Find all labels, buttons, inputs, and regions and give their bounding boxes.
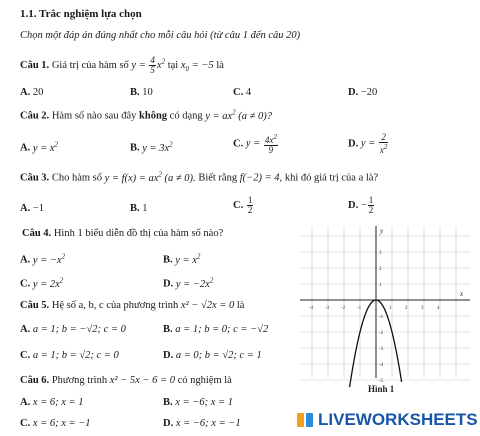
q1-option-d[interactable]: D. −20 bbox=[348, 87, 378, 98]
q2-option-c[interactable]: C. y = $\frac{4x^2}{9}$ bbox=[233, 133, 277, 155]
question-1-end: là bbox=[216, 59, 224, 71]
figure-graph bbox=[298, 224, 472, 384]
q5-option-d[interactable]: D. a = 0; b = √2; c = 1 bbox=[163, 350, 262, 361]
question-2-form: $y = ax^2$ (a ≠ 0)? bbox=[205, 108, 273, 122]
y-tick-label: 2 bbox=[379, 267, 382, 272]
question-1-func: y = $\frac{4}{5}$ $x^2$ bbox=[131, 55, 166, 75]
q4-option-b[interactable]: B. $y = x^2$ bbox=[163, 252, 201, 266]
x-tick-label: 3 bbox=[421, 306, 424, 311]
y-tick-label: -4 bbox=[379, 363, 384, 368]
y-tick-label: -3 bbox=[379, 347, 384, 352]
logo-icon bbox=[296, 411, 314, 429]
question-5-text-b: là bbox=[236, 300, 245, 311]
question-6 bbox=[20, 375, 232, 386]
question-3 bbox=[20, 170, 378, 184]
figure-caption: Hình 1 bbox=[368, 384, 395, 394]
question-2-label: Câu 2. bbox=[20, 110, 50, 122]
question-5 bbox=[20, 300, 244, 311]
question-4-text: Hình 1 biểu diễn đồ thị của hàm số nào? bbox=[53, 228, 224, 239]
q5-option-c[interactable]: C. a = 1; b = √2; c = 0 bbox=[20, 350, 119, 361]
question-2-text: Hàm số nào sau đây bbox=[51, 110, 137, 122]
q6-option-a[interactable]: A. x = 6; x = 1 bbox=[20, 397, 84, 408]
question-1 bbox=[20, 56, 224, 75]
question-6-text-b: có nghiệm là bbox=[177, 375, 232, 386]
question-4 bbox=[22, 228, 223, 239]
q6-option-c[interactable]: C. x = 6; x = −1 bbox=[20, 418, 91, 429]
x-tick-label: 1 bbox=[389, 306, 392, 311]
question-1-text: Giá trị của hàm số bbox=[51, 59, 129, 71]
y-tick-label: -2 bbox=[379, 331, 384, 336]
y-tick-label: -1 bbox=[379, 315, 384, 320]
q5-option-b[interactable]: B. a = 1; b = 0; c = −√2 bbox=[163, 324, 269, 335]
question-5-label: Câu 5. bbox=[20, 300, 50, 311]
q2-option-b[interactable]: B. $y = 3x^2$ bbox=[130, 140, 173, 154]
x-tick-label: 2 bbox=[405, 306, 408, 311]
x-tick-label: -1 bbox=[357, 306, 362, 311]
section-title: 1.1. Trắc nghiệm lựa chọn bbox=[20, 8, 142, 20]
logo-text: LIVEWORKSHEETS bbox=[318, 410, 478, 429]
q1-option-c[interactable]: C. 4 bbox=[233, 87, 252, 98]
x-tick-label: -4 bbox=[309, 306, 314, 311]
x-tick-label: -2 bbox=[341, 306, 346, 311]
x-axis-label: x bbox=[460, 290, 464, 298]
x-tick-label: 4 bbox=[437, 306, 440, 311]
q6-option-b[interactable]: B. x = −6; x = 1 bbox=[163, 397, 233, 408]
q5-option-a[interactable]: A. a = 1; b = −√2; c = 0 bbox=[20, 324, 126, 335]
q1-option-b[interactable]: B. 10 bbox=[130, 87, 153, 98]
q3-option-c[interactable]: C. $\frac{1}{2}$ bbox=[233, 195, 253, 215]
q4-option-a[interactable]: A. $y = -x^2$ bbox=[20, 252, 66, 266]
question-5-eq: x² − √2x = 0 bbox=[180, 300, 235, 311]
question-3-text-c: khi đó giá trị của a là? bbox=[284, 172, 379, 184]
question-3-cond: f(−2) = 4, bbox=[239, 172, 283, 184]
question-1-label: Câu 1. bbox=[20, 59, 50, 71]
question-3-text: Cho hàm số bbox=[51, 172, 102, 184]
y-axis-label: y bbox=[380, 227, 384, 235]
q3-option-b[interactable]: B. 1 bbox=[130, 203, 148, 214]
y-tick-label: 3 bbox=[379, 251, 382, 256]
question-4-label: Câu 4. bbox=[22, 228, 52, 239]
question-2 bbox=[20, 108, 272, 122]
y-tick-label: -5 bbox=[379, 379, 384, 384]
q6-option-d[interactable]: D. x = −6; x = −1 bbox=[163, 418, 241, 429]
question-2-text-b: có dạng bbox=[169, 110, 203, 122]
question-6-text: Phương trình bbox=[51, 375, 108, 386]
question-2-bold: không bbox=[139, 110, 168, 122]
x-tick-label: -3 bbox=[325, 306, 330, 311]
question-5-text: Hệ số a, b, c của phương trình bbox=[51, 300, 179, 311]
q4-option-c[interactable]: C. $y = 2x^2$ bbox=[20, 276, 64, 290]
y-tick-label: 1 bbox=[379, 283, 382, 288]
question-3-label: Câu 3. bbox=[20, 172, 50, 184]
liveworksheets-logo bbox=[296, 410, 478, 430]
q3-option-a[interactable]: A. −1 bbox=[20, 203, 45, 214]
question-3-text-b: Biết rằng bbox=[198, 172, 238, 184]
q3-option-d[interactable]: D. − $\frac{1}{2}$ bbox=[348, 195, 374, 215]
q2-option-d[interactable]: D. y = $\frac{2}{x^2}$ bbox=[348, 132, 388, 155]
question-6-eq: x² − 5x − 6 = 0 bbox=[109, 375, 175, 386]
question-6-label: Câu 6. bbox=[20, 375, 50, 386]
question-1-cond: $x_0 = -5$ bbox=[180, 59, 214, 73]
question-3-func: $y = f(x) = ax^2$ (a ≠ 0). bbox=[104, 170, 196, 184]
q2-option-a[interactable]: A. $y = x^2$ bbox=[20, 140, 58, 154]
q4-option-d[interactable]: D. $y = -2x^2$ bbox=[163, 276, 214, 290]
q1-option-a[interactable]: A. 20 bbox=[20, 87, 44, 98]
instruction: Chọn một đáp án đúng nhất cho mỗi câu hỏi (từ câu 1 đến câu 20) bbox=[20, 30, 301, 41]
question-1-at: tại bbox=[167, 59, 179, 71]
